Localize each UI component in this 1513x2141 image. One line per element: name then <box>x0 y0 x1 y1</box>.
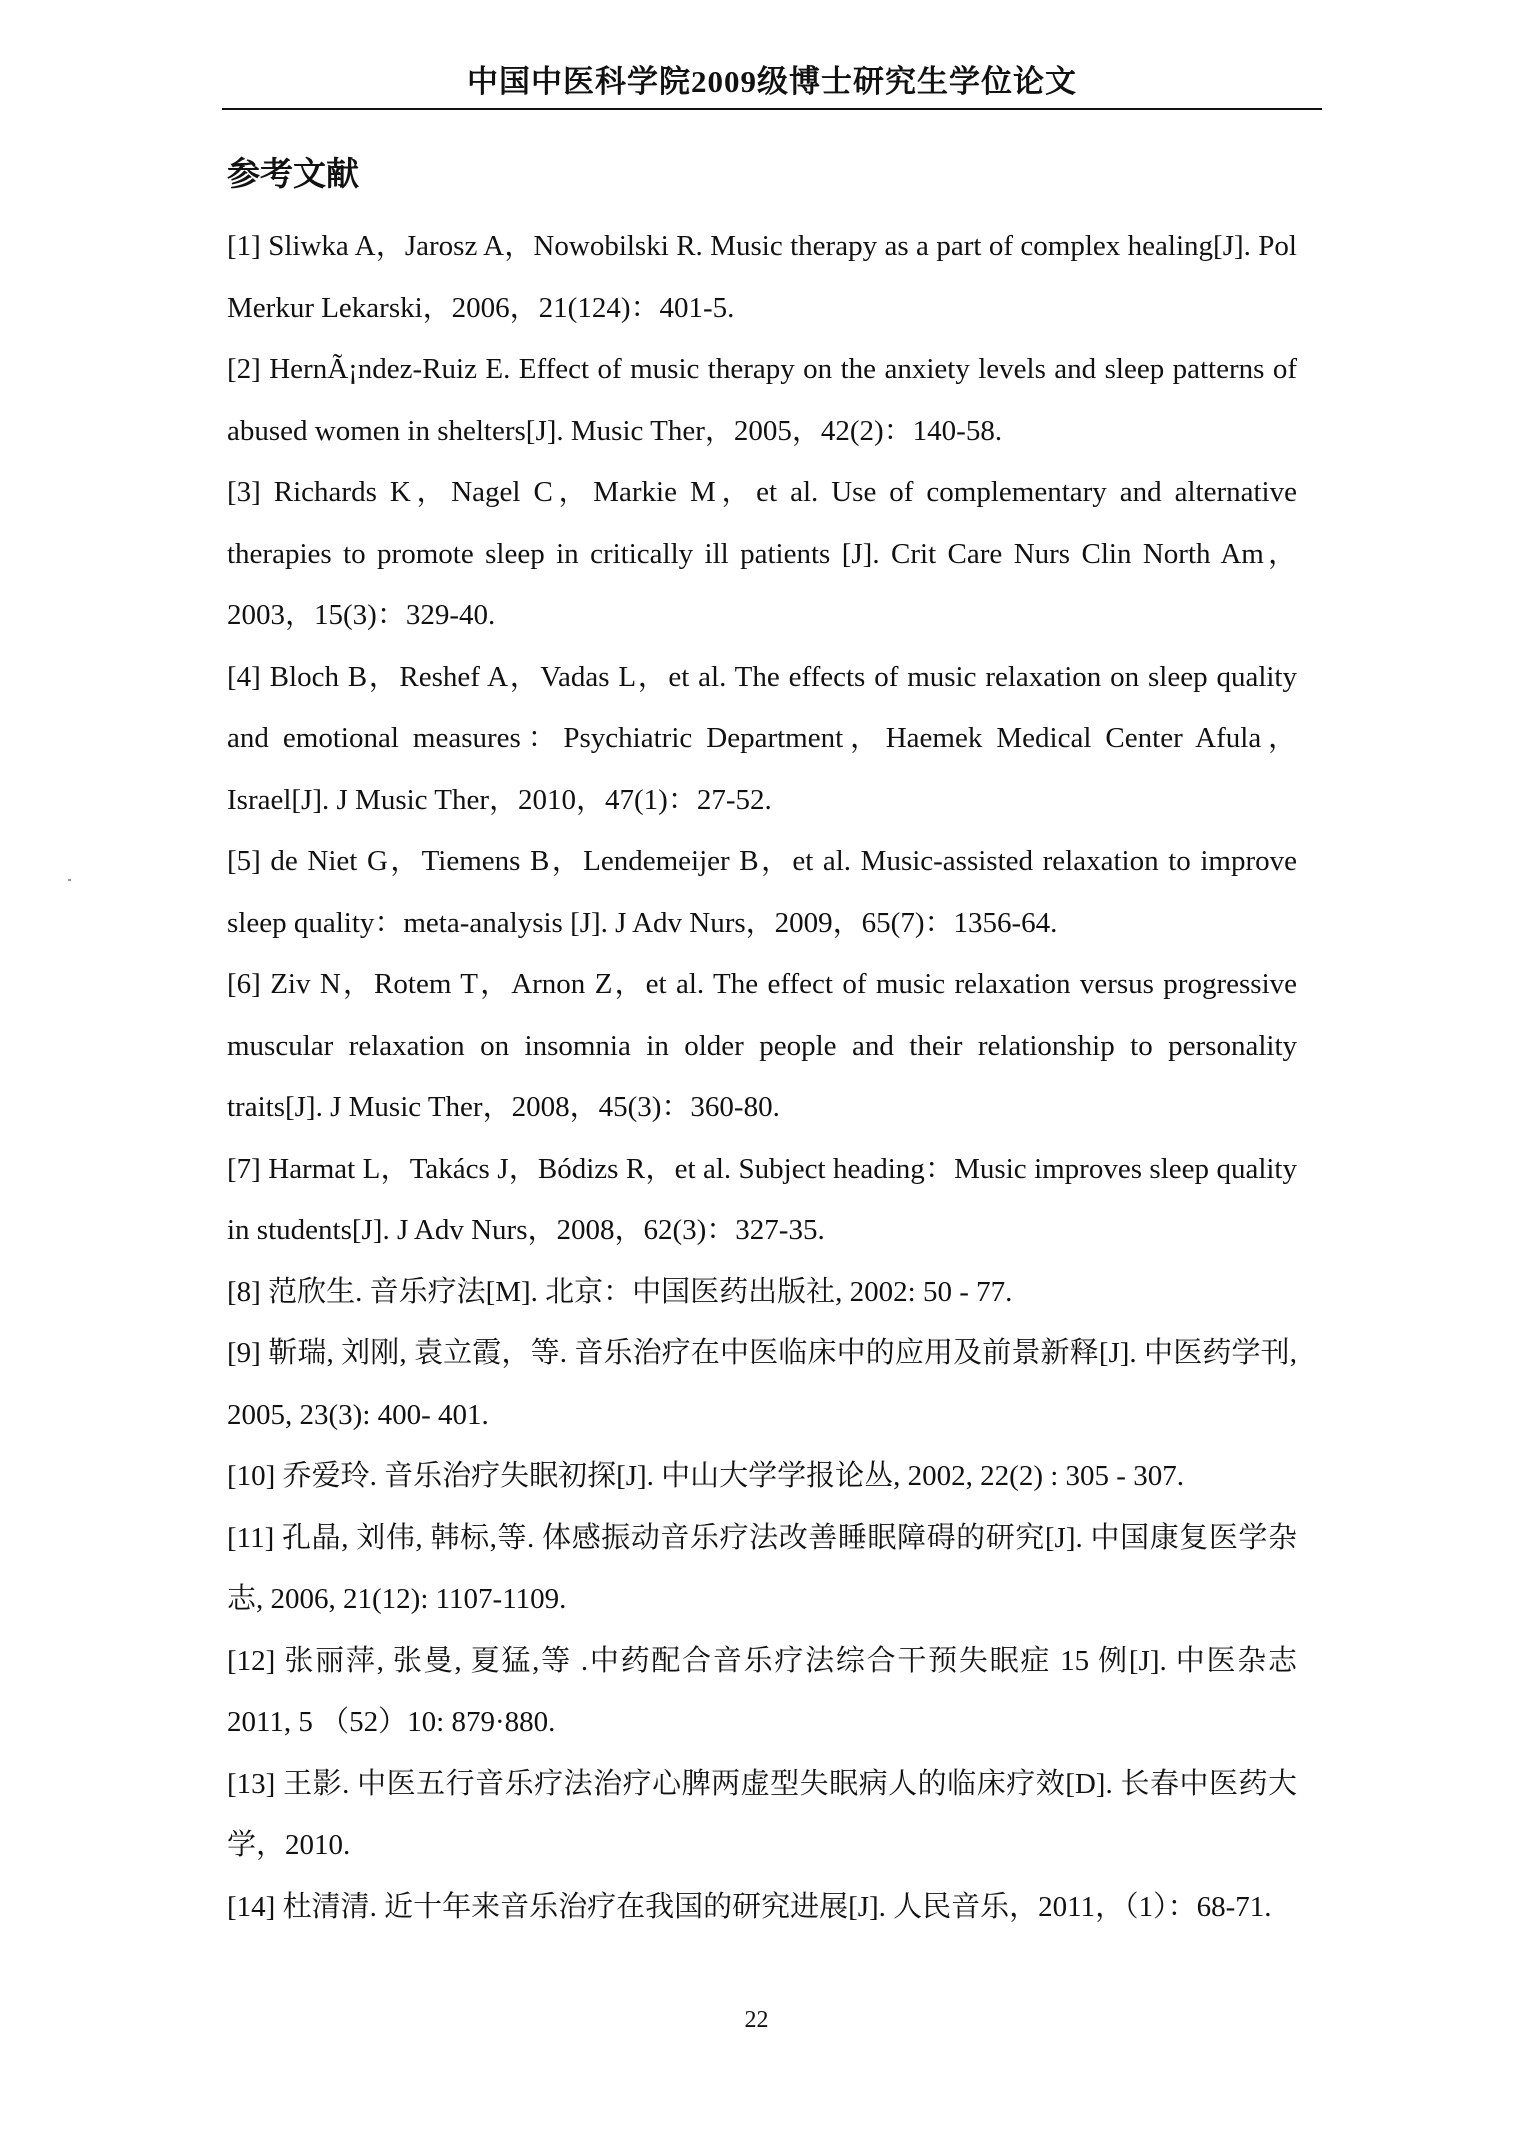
reference-item: [7] Harmat L，Takács J，Bódizs R，et al. Subject heading：Music improves sleep quality in students[J]. J Adv Nurs，2008，62(3)：327-35. <box>227 1152 1297 1246</box>
reference-item: [8] 范欣生. 音乐疗法[M]. 北京：中国医药出版社, 2002: 50 - 77. <box>227 1275 1013 1308</box>
reference-item: [10] 乔爱玲. 音乐治疗失眠初探[J]. 中山大学学报论丛, 2002, 22(2) : 305 - 307. <box>227 1460 1184 1492</box>
reference-list <box>227 216 1297 1938</box>
reference-item: [3] Richards K，Nagel C，Markie M，et al. Use of complementary and alternative therapies to promote sleep in critically ill patients [J]. Crit Care Nurs Clin North Am，2003，15(3)：329-40. <box>227 476 1297 631</box>
reference-item: [11] 孔晶, 刘伟, 韩标,等. 体感振动音乐疗法改善睡眠障碍的研究[J]. 中国康复医学杂志, 2006, 21(12): 1107-1109. <box>227 1521 1297 1615</box>
reference-item: [14] 杜清清. 近十年来音乐治疗在我国的研究进展[J]. 人民音乐，2011，（1）：68-71. <box>227 1890 1272 1923</box>
reference-item: [6] Ziv N，Rotem T，Arnon Z，et al. The effect of music relaxation versus progressive muscular relaxation on insomnia in older people and their relationship to personality traits[J]. J Music Ther，2008，45(3)：360-80. <box>227 968 1297 1123</box>
reference-item: [9] 靳瑞, 刘刚, 袁立霞，等. 音乐治疗在中医临床中的应用及前景新释[J]. 中医药学刊, 2005, 23(3): 400- 401. <box>227 1337 1297 1431</box>
page-number: 22 <box>744 2007 769 2033</box>
reference-item: [12] 张丽萍, 张曼, 夏猛,等 .中药配合音乐疗法综合干预失眠症 15 例[J]. 中医杂志 2011, 5 （52）10: 879·880. <box>227 1644 1297 1738</box>
reference-item: [13] 王影. 中医五行音乐疗法治疗心脾两虚型失眠病人的临床疗效[D]. 长春中医药大学，2010. <box>227 1767 1297 1861</box>
scan-speck <box>68 879 71 881</box>
header-divider <box>222 108 1322 110</box>
references-section <box>227 150 1297 1938</box>
reference-item: [5] de Niet G，Tiemens B，Lendemeijer B，et al. Music-assisted relaxation to improve sleep quality：meta-analysis [J]. J Adv Nurs，2009，65(7)：1356-64. <box>227 845 1297 939</box>
section-title: 参考文献 <box>227 157 359 193</box>
reference-item: [2] HernÃ¡ndez-Ruiz E. Effect of music therapy on the anxiety levels and sleep patterns of abused women in shelters[J]. Music Ther，2005，42(2)：140-58. <box>227 353 1297 447</box>
reference-item: [1] Sliwka A，Jarosz A，Nowobilski R. Music therapy as a part of complex healing[J]. Pol Merkur Lekarski，2006，21(124)：401-5. <box>227 230 1297 324</box>
page-header-title: 中国中医科学院2009级博士研究生学位论文 <box>467 64 1077 99</box>
reference-item: [4] Bloch B，Reshef A，Vadas L，et al. The effects of music relaxation on sleep quality and emotional measures：Psychiatric Department，Haemek Medical Center Afula，Israel[J]. J Music Ther，2010，47(1)：27-52. <box>227 660 1297 816</box>
